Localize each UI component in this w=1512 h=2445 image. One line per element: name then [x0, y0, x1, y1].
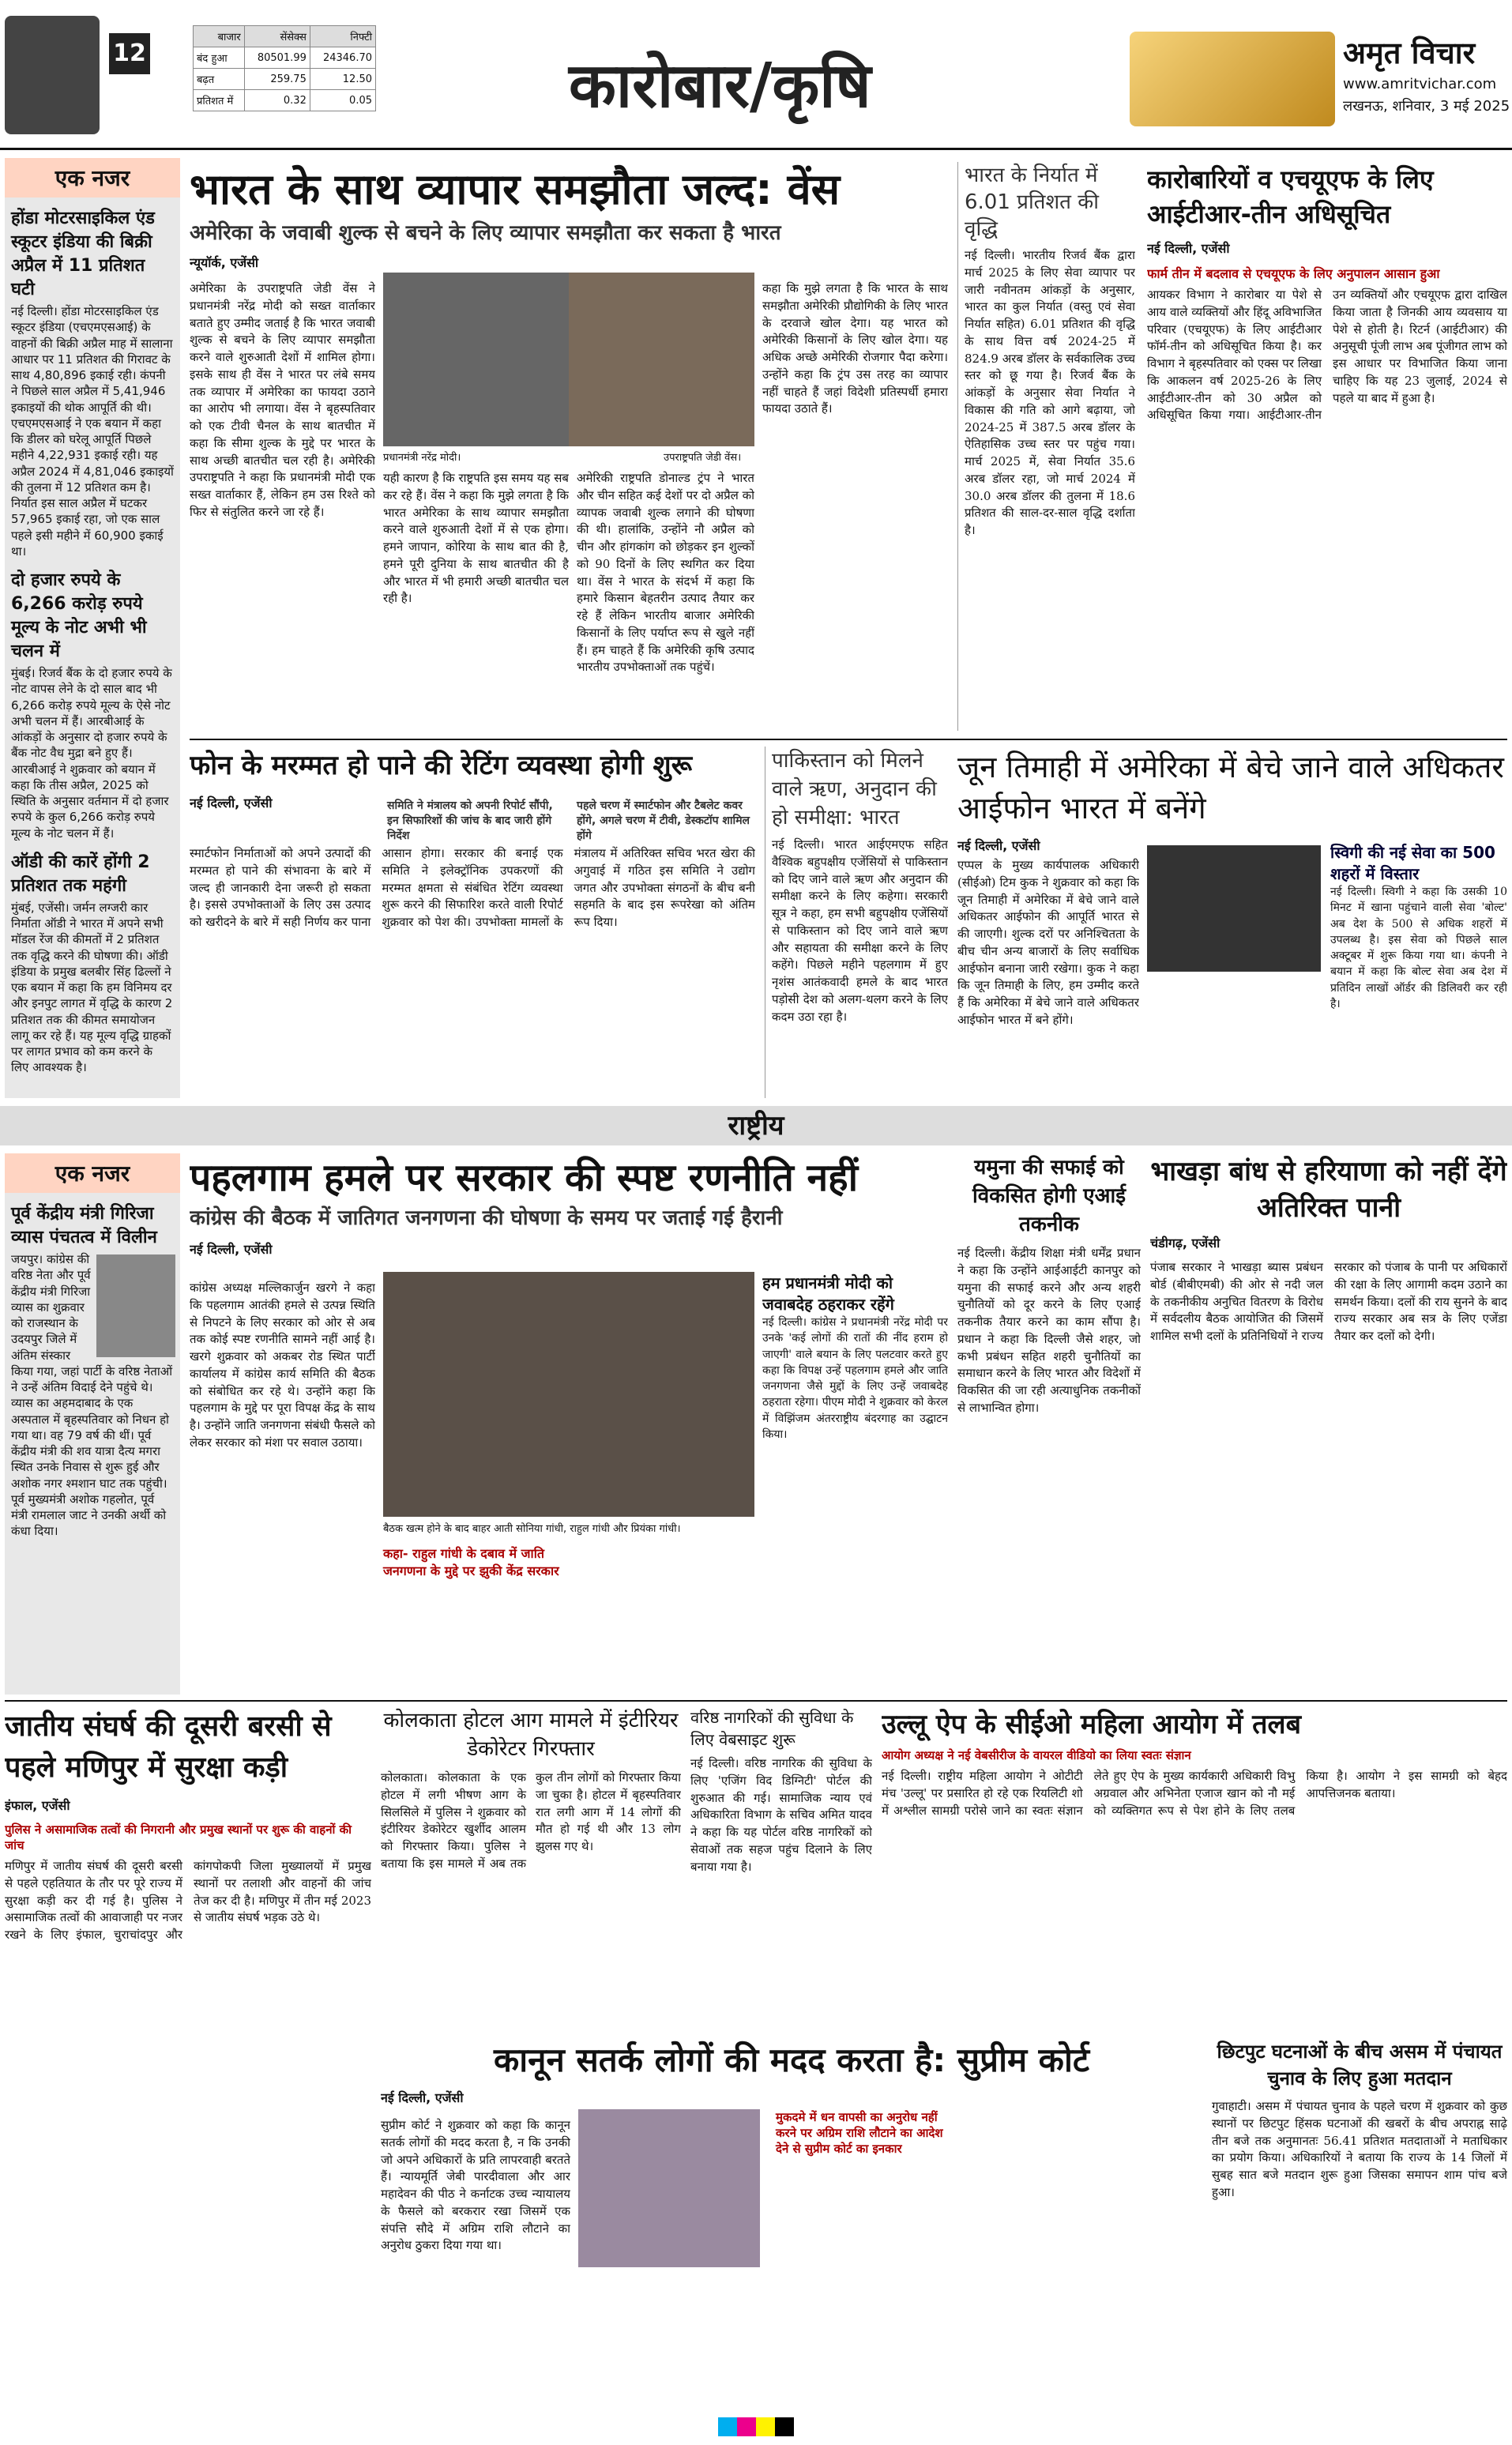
sidebar-headline: ऑडी की कारें होंगी 2 प्रतिशत तक महंगी [11, 852, 150, 896]
body-text: नई दिल्ली। राष्ट्रीय महिला आयोग ने ओटीटी मंच 'उल्लू' पर प्रसारित हो रहे एक रियलिटी शो में अश्लील सामग्री परोसे जाने का स्वतः संज्ञान लेते हुए ऐप के मुख्य कार्यकारी अधिकारी विभु अग्रवाल और अभिनेता एजाज खान को नौ मई को व्यक्तिगत रूप से पेश होने के लिए तलब किया है। आयोग ने इस सामग्री को बेहद आपत्तिजनक बताया। [882, 1769, 1507, 1818]
headline: जातीय संघर्ष की दूसरी बरसी से पहले मणिपुर में सुरक्षा कड़ी [5, 1710, 332, 1784]
headline: उल्लू ऐप के सीईओ महिला आयोग में तलब [882, 1709, 1302, 1740]
headline: भाखड़ा बांध से हरियाणा को नहीं देंगे अतिरिक्त पानी [1150, 1156, 1507, 1224]
story-kolkata [381, 1706, 681, 2030]
body-text: कोलकाता। कोलकाता के एक होटल में लगी भीषण आग के सिलसिले में पुलिस ने शुक्रवार को इंटीरियर डेकोरेटर खुर्शीद आलम को गिरफ्तार किया। पुलिस ने बताया कि इस मामले में अब तक कुल तीन लोगों को गिरफ्तार किया जा चुका है। होटल में बृहस्पतिवार रात लगी आग में 14 लोगों की मौत हो गई थी और 13 लोग झुलस गए थे। [381, 1770, 681, 1871]
story-bhakra [1150, 1153, 1507, 1695]
body-text: कांग्रेस अध्यक्ष मल्लिकार्जुन खरगे ने कहा कि पहलगाम आतंकी हमले से उत्पन्न स्थिति से निपटने के लिए सरकार को ओर से अब तक कोई स्पष्ट रणनीति सामने नहीं आई है। खरगे शुक्रवार को अकबर रोड स्थित पार्टी कार्यालय में कांग्रेस कार्य समिति की बैठक को संबोधित कर रहे थे। उन्होंने कहा कि पहलगाम के मुद्दे पर पूरा विपक्ष केंद्र के साथ है। उन्होंने जाति जनगणना संबंधी फैसले को लेकर सरकार को मंशा पर सवाल उठाया। [190, 1281, 375, 1450]
headline: स्विगी की नई सेवा का 500 शहरों में विस्तार [1330, 843, 1495, 883]
bull-logo [5, 16, 100, 134]
story-exports [957, 162, 1135, 731]
page-number: 12 [109, 33, 150, 74]
photo-tim-cook [1147, 845, 1321, 972]
headline: भारत के निर्यात में 6.01 प्रतिशत की वृद्धि [965, 164, 1099, 241]
byline: नई दिल्ली, एजेंसी [381, 2090, 464, 2105]
story-trade-deal [190, 162, 948, 731]
color-registration-bar [0, 2417, 1512, 2441]
story-ullu [882, 1706, 1507, 2030]
dateline: लखनऊ, शनिवार, 3 मई 2025 [1343, 98, 1510, 115]
sidebar-ek-nazar-2 [5, 1153, 180, 1695]
sidebar-text: मुंबई, एजेंसी। जर्मन लग्जरी कार निर्माता ऑडी ने भारत में अपने सभी मॉडल रेंज की कीमतों में 2 प्रतिशत तक वृद्धि करने की घोषणा की। ऑडी इंडिया के प्रमुख बलबीर सिंह ढिल्लों ने एक बयान में कहा कि हम विनिमय दर और इनपुट लागत में वृद्धि के कारण 2 प्रतिशत तक की कीमत समायोजन लागू कर रहे हैं। यह मूल्य वृद्धि ग्राहकों पर लागत प्रभाव को कम करने के लिए आवश्यक है। [11, 900, 173, 1075]
masthead [0, 0, 1512, 150]
story-pahalgam [190, 1153, 948, 1695]
sidebar-text: जयपुर। कांग्रेस की वरिष्ठ नेता और पूर्व केंद्रीय मंत्री गिरिजा व्यास का शुक्रवार को राजस्थान के उदयपुर जिले में अंतिम संस्कार किया गया, जहां पार्टी के वरिष्ठ नेताओं ने उन्हें अंतिम विदाई देने पहुंचे थे। व्यास का अहमदाबाद के एक अस्पताल में बृहस्पतिवार को निधन हो गया था। वह 79 वर्ष की थीं। पूर्व केंद्रीय मंत्री की शव यात्रा दैत्य मगरा स्थित उनके निवास से शुरू हुई और अशोक नगर श्मशान घाट तक पहुंची। पूर्व मुख्यमंत्री अशोक गहलोत, पूर्व मंत्री रामलाल जाट ने उनकी अर्थी को कंधा दिया। [11, 1252, 173, 1539]
byline: नई दिल्ली, एजेंसी [957, 838, 1040, 853]
byline: चंडीगढ़, एजेंसी [1150, 1236, 1221, 1251]
sidebar-ek-nazar [5, 158, 180, 1098]
body-text: अमेरिकी राष्ट्रपति डोनाल्ड ट्रंप ने भारत और चीन सहित कई देशों पर दो अप्रैल को व्यापक जवाबी शुल्क लगाने की घोषणा की थी। हालांकि, उन्होंने नौ अप्रैल को चीन और हांगकांग को छोड़कर इन शुल्कों को 90 दिनों के लिए स्थगित कर दिया था। वेंस ने भारत के संदर्भ में कहा कि हमारे किसान बेहतरीन उत्पाद तैयार कर रहे हैं लेकिन भारतीय बाजार अमेरिकी किसानों के लिए पर्याप्त रूप से खुले नहीं हैं। हम चाहते हैं कि अमेरिकी कृषि उत्पाद भारतीय उपभोक्ताओं तक पहुंचें। [577, 471, 754, 675]
byline: न्यूयॉर्क, एजेंसी [190, 255, 259, 270]
sidebar-swiggy [1330, 841, 1507, 1098]
market-cell: 259.75 [244, 69, 310, 90]
market-cell: 12.50 [310, 69, 375, 90]
body-text: नई दिल्ली। कांग्रेस ने प्रधानमंत्री नरेंद्र मोदी पर उनके 'कई लोगों की रातों की नींद हराम हो जाएगी' वाले बयान के लिए पलटवार करते हुए कहा कि विपक्ष उन्हें पहलगाम हमले और जाति जनगणना जैसे मुद्दों के लिए उन्हें जवाबदेह ठहराता रहेगा। पीएम मोदी ने शुक्रवार को केरल में विझिंजम अंतरराष्ट्रीय बंदरगाह का उद्घाटन किया। [762, 1316, 948, 1442]
byline: नई दिल्ली, एजेंसी [1147, 241, 1230, 256]
body-text: कहा कि मुझे लगता है कि भारत के साथ समझौता अमेरिकी प्रौद्योगिकी के लिए भारत के दरवाजे खोल देगा। यह भारत को अमेरिकी किसानों के लिए खोल देगा। यह अधिक अच्छे अमेरिकी रोजगार पैदा करेगा। उन्होंने कहा कि ट्रंप उस तरह का व्यापार नहीं चाहते हैं जहां विदेशी प्रतिस्पर्धी हमारा फायदा उठाते हैं। [762, 281, 948, 416]
photo-congress-meeting [383, 1272, 754, 1517]
market-cell: बढ़त [194, 69, 245, 90]
market-header: निफ्टी [310, 26, 375, 47]
market-header: सेंसेक्स [244, 26, 310, 47]
photo-vance [569, 273, 754, 446]
divider [190, 739, 1507, 740]
sidebar-tag: एक नजर [5, 158, 180, 197]
market-header: बाजार [194, 26, 245, 47]
highlight-box: आयोग अध्यक्ष ने नई वेबसीरीज के वायरल वीडियो का लिया स्वतः संज्ञान [882, 1748, 1191, 1762]
divider [5, 1700, 1507, 1702]
market-cell: 0.32 [244, 90, 310, 111]
story-manipur [5, 1706, 371, 2394]
story-senior-citizens [690, 1706, 872, 2030]
section-band-label: राष्ट्रीय [728, 1110, 784, 1142]
story-repair-rating [190, 747, 755, 1098]
sidebar-text: मुंबई। रिजर्व बैंक के दो हजार रुपये के नोट वापस लेने के दो साल बाद भी 6,266 करोड़ रुपये मूल्य के ऐसे नोट अभी चलन में हैं। आरबीआई के आंकड़ों के अनुसार दो हजार रुपये के बैंक नोट वैध मुद्रा बने हुए हैं। आरबीआई ने शुक्रवार को बयान में कहा कि तीस अप्रैल, 2025 को स्थिति के अनुसार वर्तमान में दो हजार रुपये के कुल 6,266 करोड़ रुपये मूल्य के नोट चलन में हैं। [11, 666, 172, 841]
body-text: नई दिल्ली। भारतीय रिजर्व बैंक द्वारा मार्च 2025 के लिए सेवा व्यापार पर जारी नवीनतम आंकड़ों के अनुसार, भारत का कुल निर्यात (वस्तु एवं सेवा निर्यात सहित) 6.01 प्रतिशत की वृद्धि के साथ वित्त वर्ष 2024-25 में 824.9 अरब डॉलर के सर्वकालिक उच्च स्तर को छू गया है। रिजर्व बैंक के आंकड़ों के अनुसार सेवा निर्यात ने विकास की गति को आगे बढ़ाया, जो 2024-25 में 387.5 अरब डॉलर के ऐतिहासिक उच्च स्तर पर पहुंच गया। मार्च 2025 में, सेवा निर्यात 35.6 अरब डॉलर रहा, जो मार्च 2024 में 30.0 अरब डॉलर की तुलना में 18.6 प्रतिशत की साल-दर-साल वृद्धि दर्शाता है। [965, 248, 1135, 537]
story-itr [1147, 162, 1507, 731]
headline: कारोबारियों व एचयूएफ के लिए आईटीआर-तीन अधिसूचित [1147, 164, 1434, 229]
headline: पाकिस्तान को मिलने वाले ऋण, अनुदान की हो समीक्षा: भारत [772, 749, 937, 829]
story-yamuna-ai [957, 1153, 1141, 1695]
photo-girija-vyas [96, 1254, 175, 1357]
market-cell: प्रतिशत में [194, 90, 245, 111]
market-cell: 80501.99 [244, 47, 310, 69]
sidebar-text: नई दिल्ली। होंडा मोटरसाइकिल एंड स्कूटर इंडिया (एचएमएसआई) के वाहनों की बिक्री अप्रैल माह में सालाना आधार पर 11 प्रतिशत की गिरावट के साथ 4,80,896 इकाई रही। कंपनी ने पिछले साल अप्रैल में 5,41,946 इकाइयों की थोक आपूर्ति की थी। एचएमएसआई ने एक बयान में कहा कि डीलर को घरेलू आपूर्ति पिछले महीने 4,22,931 इकाई रही। यह अप्रैल 2024 में 4,81,046 इकाइयों की तुलना में 12 प्रतिशत कम है। निर्यात इस साल अप्रैल में घटकर 57,965 इकाई रहा, जो एक साल पहले इसी महीने में 60,900 इकाई था। [11, 304, 174, 559]
sidebar-headline: दो हजार रुपये के 6,266 करोड़ रुपये मूल्य के नोट अभी भी चलन में [11, 570, 147, 661]
body-text: नई दिल्ली। केंद्रीय शिक्षा मंत्री धर्मेंद्र प्रधान ने कहा कि उन्होंने आईआईटी कानपुर को यमुना की सफाई करने और अन्य शहरी चुनौतियों को दूर करने के लिए एआई तकनीक तैयार करने का काम सौंपा है। प्रधान ने कहा कि दिल्ली जैसे शहर, जो कभी प्रबंधन सहित शहरी चुनौतियों का समाधान करने के लिए भारत और विदेशों में विकसित की जा रही अत्याधुनिक तकनीकों से लाभान्वित होगा। [957, 1246, 1141, 1415]
gold-image [1130, 32, 1335, 126]
body-text: पंजाब सरकार ने भाखड़ा ब्यास प्रबंधन बोर्ड (बीबीएमबी) की ओर से नदी जल के तकनीकीय अनुचित वितरण के विरोध में सर्वदलीय बैठक आयोजित की जिसमें शामिल सभी दलों के प्रतिनिधियों ने राज्य सरकार को पंजाब के पानी पर अधिकारों की रक्षा के लिए आगामी कदम उठाने का समर्थन किया। दलों की राय सुनने के बाद राज्य सरकार अब सत्र के लिए एजेंडा तैयार कर दलों को देगी। [1150, 1260, 1507, 1343]
sidebar-tag: एक नजर [5, 1153, 180, 1193]
market-cell: बंद हुआ [194, 47, 245, 69]
headline: पहलगाम हमले पर सरकार की स्पष्ट रणनीति नहीं [190, 1156, 859, 1200]
photo-supreme-court [578, 2109, 760, 2267]
sidebar-headline: पूर्व केंद्रीय मंत्री गिरिजा व्यास पंचतत्व में विलीन [11, 1204, 157, 1247]
story-pakistan-loans [765, 747, 948, 1098]
highlight-box: कहा- राहुल गांधी के दबाव में जाति जनगणना के मुद्दे पर झुकी केंद्र सरकार [383, 1546, 559, 1578]
headline: यमुना की सफाई को विकसित होगी एआई तकनीक [972, 1156, 1126, 1236]
body-text: स्मार्टफोन निर्माताओं को अपने उत्पादों की मरम्मत हो पाने की संभावना के बारे में जल्द ही जानकारी देना जरूरी हो सकता है। इससे उपभोक्ताओं के लिए उस उत्पाद को खरीदने के बारे में सही निर्णय कर पाना आसान होगा। सरकार की बनाई एक समिति ने इलेक्ट्रॉनिक उपकरणों की मरम्मत क्षमता से संबंधित रेटिंग व्यवस्था शुरू करने की सिफारिश करते वाली रिपोर्ट शुक्रवार को पेश की। उपभोक्ता मामलों के मंत्रालय में अतिरिक्त सचिव भरत खेरा की अगुवाई में गठित इस समिति ने उद्योग जगत और उपभोक्ता संगठनों के बीच बनी सहमति के बाद इस रूपरेखा को अंतिम रूप दिया। [190, 846, 755, 929]
byline: इंफाल, एजेंसी [5, 1798, 70, 1813]
body-text: मणिपुर में जातीय संघर्ष की दूसरी बरसी से पहले एहतियात के तौर पर पूरे राज्य में सुरक्षा कड़ी कर दी गई है। पुलिस ने असामाजिक तत्वों की आवाजाही पर नजर रखने के लिए इंफाल, चुराचांदपुर और कांगपोकपी जिला मुख्यालयों में प्रमुख स्थानों पर तलाशी और वाहनों की जांच तेज कर दी है। मणिपुर में तीन मई 2023 से जातीय संघर्ष भड़क उठे थे। [5, 1859, 371, 1942]
body-text: आयकर विभाग ने कारोबार या पेशे से आय वाले व्यक्तियों और हिंदू अविभाजित परिवार (एचयूएफ) के लिए आईटीआर फॉर्म-तीन को अधिसूचित किया है। कर विभाग ने बृहस्पतिवार को एक्स पर लिखा कि आकलन वर्ष 2025-26 के लिए आईटीआर-तीन को 30 अप्रैल को अधिसूचित किया गया। आईटीआर-तीन उन व्यक्तियों और एचयूएफ द्वारा दाखिल किया जाता है जिनकी आय व्यवसाय या पेशे से होती है। रिटर्न (आईटीआर) की अनुसूची पूंजी लाभ अब पूंजीगत लाभ को इस आधार पर विभाजित किया जाना चाहिए कि यह 23 जुलाई, 2024 से पहले या बाद में हुआ है। [1147, 288, 1507, 423]
sidebar-accountability [762, 1272, 948, 1695]
market-table [193, 25, 376, 111]
highlight-box: फार्म तीन में बदलाव से एचयूएफ के लिए अनुपालन आसान हुआ [1147, 266, 1440, 281]
body-text: नई दिल्ली। स्विगी ने कहा कि उसकी 10 मिनट में खाना पहुंचाने वाली सेवा 'बोल्ट' अब देश के 500 से अधिक शहरों में उपलब्ध है। इस सेवा को पिछले साल अक्टूबर में शुरू किया गया था। कंपनी ने बयान में कहा कि बोल्ट सेवा अब देश में प्रतिदिन लाखों ऑर्डर की डिलिवरी कर रही है। [1330, 886, 1507, 1011]
headline: वरिष्ठ नागरिकों की सुविधा के लिए वेबसाइट शुरू [690, 1708, 854, 1749]
highlight-box: समिति ने मंत्रालय को अपनी रिपोर्ट सौंपी, इन सिफारिशों की जांच के बाद जारी होंगे निर्देश [387, 799, 553, 842]
body-text: गुवाहाटी। असम में पंचायत चुनाव के पहले चरण में शुक्रवार को कुछ स्थानों पर छिटपुट हिंसक घटनाओं की खबरों के बीच अपराह्न साढ़े तीन बजे तक अनुमानतः 56.41 प्रतिशत मतदाताओं ने मताधिकार का प्रयोग किया। अधिकारियों ने बताया कि राज्य के 14 जिलों में सुबह सात बजे मतदान शुरू हुआ जिसका समापन शाम पांच बजे हुआ। [1212, 2099, 1507, 2199]
caption: उपराष्ट्रपति जेडी वेंस। [664, 452, 742, 464]
headline: छिटपुट घटनाओं के बीच असम में पंचायत चुनाव के लिए हुआ मतदान [1217, 2041, 1503, 2090]
headline: हम प्रधानमंत्री मोदी को जवाबदेह ठहराकर रहेंगे [762, 1273, 894, 1314]
brand-logo: अमृत विचार [1343, 36, 1476, 70]
market-cell: 0.05 [310, 90, 375, 111]
story-assam [1212, 2038, 1507, 2394]
body-text: एप्पल के मुख्य कार्यपालक अधिकारी (सीईओ) टिम कुक ने शुक्रवार को कहा कि जून तिमाही में अमेरिका में बेचे जाने वाले अधिकतर आईफोन की आपूर्ति भारत से की जाएगी। शुल्क दरों पर अनिश्चितता के बीच चीन अन्य बाजारों के लिए सर्वाधिक आईफोन बनाना जारी रखेगा। कुक ने कहा कि जून तिमाही के लिए, हम उम्मीद करते हैं कि अमेरिका में बेचे जाने वाले अधिकतर आईफोन भारत में बने होंगे। [957, 858, 1139, 1027]
caption: बैठक खत्म होने के बाद बाहर आती सोनिया गांधी, राहुल गांधी और प्रियंका गांधी। [383, 1523, 681, 1535]
body-text: नई दिल्ली। भारत आईएमएफ सहित वैश्विक बहुपक्षीय एजेंसियों से पाकिस्तान को दिए जाने वाले ऋण और अनुदान की समीक्षा करने के लिए कहेगा। सरकारी सूत्र ने कहा, हम सभी बहुपक्षीय एजेंसियों से पाकिस्तान को दिए जाने वाले ऋण और सहायता की समीक्षा करने के लिए कहेंगे। पिछले महीने पहलगाम में हुए नृशंस आतंकवादी हमले के बाद भारत पड़ोसी देश को अलग-थलग करने के लिए कदम उठा रहा है। [772, 837, 948, 1024]
byline: नई दिल्ली, एजेंसी [190, 796, 273, 811]
body-text: यही कारण है कि राष्ट्रपति इस समय यह सब कर रहे हैं। वेंस ने कहा कि मुझे लगता है कि भारत अमेरिका के साथ व्यापार समझौता करने वाले शुरुआती देशों में से एक होगा। हमने जापान, कोरिया के साथ बात की है, हमने पूरी दुनिया के साथ बातचीत की है और भारत में भी हमारी अच्छी बातचीत चल रही है। [383, 471, 569, 606]
headline: कानून सतर्क लोगों की मदद करता है: सुप्रीम कोर्ट [494, 2041, 1089, 2079]
story-iphone [957, 747, 1507, 1098]
body-text: सुप्रीम कोर्ट ने शुक्रवार को कहा कि कानून सतर्क लोगों की मदद करता है, न कि उनकी जो अपने अधिकारों के प्रति लापरवाही बरतते हैं। न्यायमूर्ति जेबी पारदीवाला और आर महादेवन की पीठ ने कर्नाटक उच्च न्यायालय के फैसले को बरकरार रखा जिसमें एक संपत्ति सौदे में अग्रिम राशि लौटाने का अनुरोध ठुकरा दिया गया था। [381, 2118, 570, 2253]
section-band [0, 1106, 1512, 1145]
headline: कोलकाता होटल आग मामले में इंटीरियर डेकोरेटर गिरफ्तार [383, 1709, 679, 1761]
section-title: कारोबार/कृषि [569, 51, 871, 122]
headline: भारत के साथ व्यापार समझौता जल्द: वेंस [190, 164, 841, 214]
highlight-box: पुलिस ने असामाजिक तत्वों की निगरानी और प्रमुख स्थानों पर शुरू की वाहनों की जांच [5, 1822, 352, 1853]
site-url: www.amritvichar.com [1343, 76, 1497, 92]
byline: नई दिल्ली, एजेंसी [190, 1242, 273, 1257]
subhead: कांग्रेस की बैठक में जातिगत जनगणना की घोषणा के समय पर जताई गई हैरानी [190, 1206, 783, 1230]
highlight-box: पहले चरण में स्मार्टफोन और टैबलेट कवर होंगे, अगले चरण में टीवी, डेस्कटॉप शामिल होंगे [577, 799, 750, 842]
body-text: नई दिल्ली। वरिष्ठ नागरिक की सुविधा के लिए 'एजिंग विद डिग्निटी' पोर्टल की शुरुआत की गई। सामाजिक न्याय एवं अधिकारिता विभाग के सचिव अमित यादव ने कहा कि यह पोर्टल वरिष्ठ नागरिकों को सेवाओं तक सहज पहुंच दिलाने के लिए बनाया गया है। [690, 1756, 872, 1874]
caption: प्रधानमंत्री नरेंद्र मोदी। [383, 452, 461, 464]
photo-modi [383, 273, 569, 446]
story-supreme-court [381, 2038, 1202, 2394]
headline: फोन के मरम्मत हो पाने की रेटिंग व्यवस्था होगी शुरू [190, 750, 693, 781]
subhead: अमेरिका के जवाबी शुल्क से बचने के लिए व्यापार समझौता कर सकता है भारत [190, 221, 781, 245]
body-text: अमेरिका के उपराष्ट्रपति जेडी वेंस ने प्रधानमंत्री नरेंद्र मोदी को सख्त वार्ताकार बताते हुए उम्मीद जताई है कि भारत जवाबी शुल्क से बचने के लिए व्यापार समझौता करने वाले शुरुआती देशों में शामिल होगा। इसके साथ ही वेंस ने भारत पर लंबे समय तक व्यापार में अमेरिका का फायदा उठाने का आरोप भी लगाया। वेंस ने बृहस्पतिवार को एक टीवी चैनल के साथ बातचीत में कहा कि सीमा शुल्क के मुद्दे पर भारत के साथ अच्छी बातचीत चल रही है। अमेरिकी उपराष्ट्रपति ने कहा कि प्रधानमंत्री मोदी एक सख्त वार्ताकार हैं, लेकिन हम उस रिश्ते को फिर से संतुलित करने जा रहे हैं। [190, 281, 375, 519]
highlight-box: मुकदमे में धन वापसी का अनुरोध नहीं करने पर अग्रिम राशि लौटाने का आदेश देने से सुप्रीम कोर्ट का इनकार [776, 2110, 943, 2156]
market-cell: 24346.70 [310, 47, 375, 69]
sidebar-headline: होंडा मोटरसाइकिल एंड स्कूटर इंडिया की बिक्री अप्रैल में 11 प्रतिशत घटी [11, 209, 155, 299]
headline: जून तिमाही में अमेरिका में बेचे जाने वाले अधिकतर आईफोन भारत में बनेंगे [957, 750, 1504, 826]
